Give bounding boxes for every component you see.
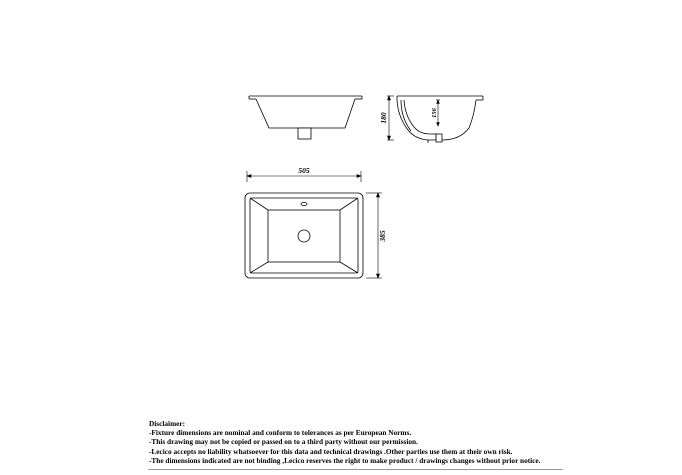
top-view-drain [298, 230, 310, 242]
disclaimer [149, 419, 669, 465]
front-view-bowl [256, 99, 355, 128]
front-view-waste-outlet [298, 128, 311, 139]
top-view [245, 193, 363, 278]
divider [148, 469, 563, 470]
side-inner-depth-label: 156 [431, 108, 438, 118]
disclaimer-line: -This drawing may not be copied or passed on to a third party without our permission. [149, 437, 418, 447]
side-view [397, 96, 483, 143]
side-height-label: 180 [379, 112, 388, 124]
front-view [249, 96, 362, 139]
side-height-dimension [387, 96, 394, 140]
top-depth-label: 385 [378, 230, 387, 242]
disclaimer-line: -Lecico accepts no liability whatsoever for this data and technical drawings .Other parties use them at their own risk. [149, 446, 513, 456]
disclaimer-line: -Fixture dimensions are nominal and conform to tolerances as per European Norms. [149, 428, 412, 438]
top-view-overflow [301, 203, 307, 206]
top-width-label: 505 [298, 166, 310, 175]
top-view-bowl-bottom [268, 210, 340, 262]
disclaimer-line: -The dimensions indicated are not binding ,Lecico reserves the right to make product / drawings changes without prior notice. [149, 455, 541, 465]
disclaimer-title: Disclaimer: [149, 419, 186, 428]
